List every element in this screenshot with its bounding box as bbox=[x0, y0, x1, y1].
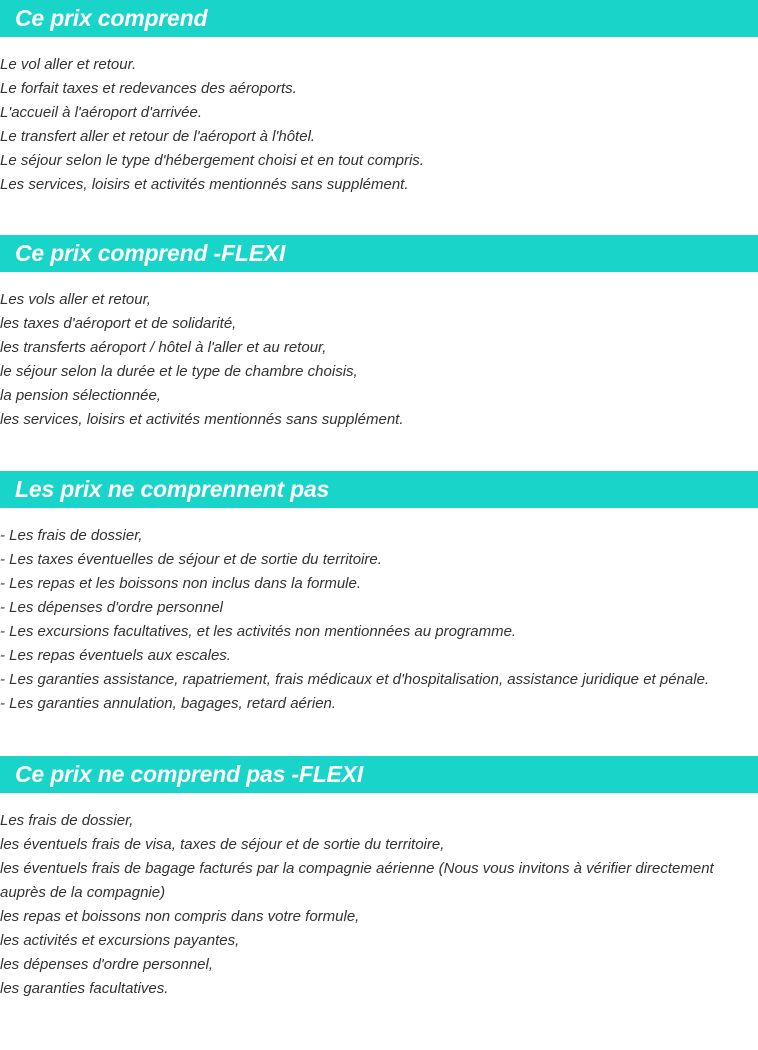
list-item: Les vols aller et retour, bbox=[0, 291, 151, 308]
section-body bbox=[0, 793, 758, 1001]
section-body bbox=[0, 37, 758, 197]
list-item: - Les repas et les boissons non inclus dans la formule. bbox=[0, 575, 362, 592]
list-item: - Les taxes éventuelles de séjour et de sortie du territoire. bbox=[0, 551, 382, 568]
list-item: Le transfert aller et retour de l'aéroport à l'hôtel. bbox=[0, 128, 316, 145]
section-not-included-flexi bbox=[0, 756, 758, 1001]
section-included bbox=[0, 0, 758, 197]
list-item: - Les frais de dossier, bbox=[0, 527, 143, 544]
list-item: la pension sélectionnée, bbox=[0, 387, 161, 404]
list-item: Le séjour selon le type d'hébergement choisi et en tout compris. bbox=[0, 152, 424, 169]
section-header bbox=[0, 0, 758, 37]
section-title: Ce prix ne comprend pas -FLEXI bbox=[15, 761, 364, 787]
list-item: L'accueil à l'aéroport d'arrivée. bbox=[0, 104, 203, 121]
list-item: les dépenses d'ordre personnel, bbox=[0, 956, 214, 973]
spacer bbox=[0, 716, 758, 756]
list-item: - Les repas éventuels aux escales. bbox=[0, 647, 231, 664]
section-body bbox=[0, 508, 758, 716]
list-item: les repas et boissons non compris dans votre formule, bbox=[0, 908, 360, 925]
list-item: les transferts aéroport / hôtel à l'aller et au retour, bbox=[0, 339, 327, 356]
section-included-flexi bbox=[0, 235, 758, 432]
list-item: - Les garanties assistance, rapatriement, frais médicaux et d'hospitalisation, assistance juridique et pénale. bbox=[0, 671, 710, 688]
list-item: le séjour selon la durée et le type de chambre choisis, bbox=[0, 363, 358, 380]
section-body bbox=[0, 272, 758, 432]
list-item: les éventuels frais de bagage facturés par la compagnie aérienne (Nous vous invitons à vérifier directement auprès de la compagnie) bbox=[0, 860, 714, 901]
list-item: les services, loisirs et activités mentionnés sans supplément. bbox=[0, 411, 404, 428]
list-item: - Les dépenses d'ordre personnel bbox=[0, 599, 224, 616]
section-not-included bbox=[0, 471, 758, 716]
section-header bbox=[0, 471, 758, 508]
list-item: les garanties facultatives. bbox=[0, 980, 169, 997]
section-header bbox=[0, 756, 758, 793]
section-header bbox=[0, 235, 758, 272]
list-item: - Les garanties annulation, bagages, retard aérien. bbox=[0, 695, 337, 712]
spacer bbox=[0, 197, 758, 235]
list-item: Les services, loisirs et activités mentionnés sans supplément. bbox=[0, 176, 409, 193]
section-title: Ce prix comprend -FLEXI bbox=[15, 240, 286, 266]
section-title: Les prix ne comprennent pas bbox=[15, 476, 330, 502]
list-item: les taxes d'aéroport et de solidarité, bbox=[0, 315, 237, 332]
list-item: Les frais de dossier, bbox=[0, 812, 134, 829]
list-item: les activités et excursions payantes, bbox=[0, 932, 240, 949]
section-title: Ce prix comprend bbox=[15, 5, 208, 31]
list-item: Le forfait taxes et redevances des aéroports. bbox=[0, 80, 297, 97]
list-item: - Les excursions facultatives, et les activités non mentionnées au programme. bbox=[0, 623, 517, 640]
spacer bbox=[0, 432, 758, 471]
list-item: les éventuels frais de visa, taxes de séjour et de sortie du territoire, bbox=[0, 836, 445, 853]
list-item: Le vol aller et retour. bbox=[0, 56, 137, 73]
